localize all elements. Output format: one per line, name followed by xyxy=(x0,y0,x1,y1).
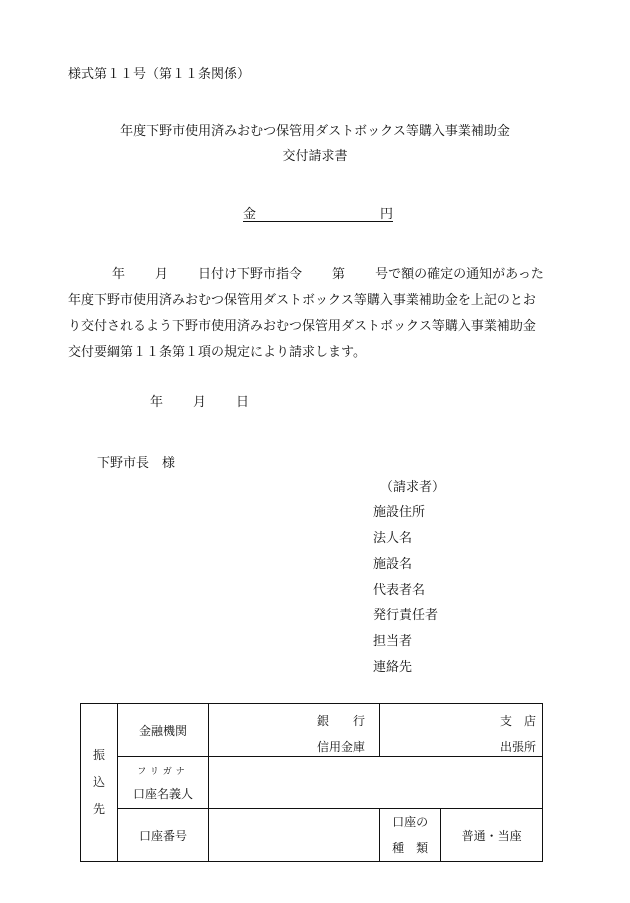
account-holder-label-cell xyxy=(118,757,209,809)
body-year: 年 xyxy=(112,267,126,282)
account-type-value[interactable]: 普通・当座 xyxy=(441,809,543,862)
request-date xyxy=(150,391,249,410)
amount-prefix: 金 xyxy=(243,207,257,222)
body-line-2: 年度下野市使用済みおむつ保管用ダストボックス等購入事業補助金を上記のとお xyxy=(68,293,536,308)
sub-branch-label: 出張所 xyxy=(499,740,536,754)
account-holder-value[interactable] xyxy=(209,757,543,809)
amount-line xyxy=(243,203,393,222)
bank-name-cell xyxy=(209,704,380,757)
form-number: 様式第１１号（第１１条関係） xyxy=(68,67,251,82)
bank-label: 銀 行 xyxy=(316,714,365,728)
body-notification: 号で額の確定の通知があった xyxy=(375,267,544,282)
body-line-3: り交付されるよう下野市使用済みおむつ保管用ダストボックス等購入事業補助金 xyxy=(68,319,536,334)
requester-field: 代表者名 xyxy=(373,583,426,598)
credit-union-label: 信用金庫 xyxy=(316,740,365,754)
account-number-label: 口座番号 xyxy=(118,809,209,862)
requester-field: 施設名 xyxy=(373,557,413,572)
transfer-section-label: 振 込 先 xyxy=(81,704,118,862)
bank-transfer-table xyxy=(80,703,543,862)
requester-heading: （請求者） xyxy=(380,480,446,495)
branch-label: 支 店 xyxy=(499,714,536,728)
requester-field: 担当者 xyxy=(373,634,413,649)
date-year: 年 xyxy=(150,395,164,410)
furigana-label: フリガナ xyxy=(137,766,189,777)
date-month: 月 xyxy=(193,395,207,410)
date-day: 日 xyxy=(236,395,250,410)
title-line-2: 交付請求書 xyxy=(282,149,348,164)
financial-institution-label: 金融機関 xyxy=(118,704,209,757)
requester-field: 法人名 xyxy=(373,531,413,546)
body-month: 月 xyxy=(155,267,169,282)
body-directive: 日付け下野市指令 xyxy=(198,267,303,282)
body-line-1 xyxy=(68,263,544,282)
title-line-1: 年度下野市使用済みおむつ保管用ダストボックス等購入事業補助金 xyxy=(120,124,510,139)
requester-field: 発行責任者 xyxy=(373,608,439,623)
requester-field: 連絡先 xyxy=(373,660,413,675)
branch-cell xyxy=(380,704,543,757)
amount-suffix: 円 xyxy=(379,207,393,222)
requester-field: 施設住所 xyxy=(373,505,426,520)
body-number-prefix: 第 xyxy=(332,267,346,282)
addressee: 下野市長 様 xyxy=(97,456,176,471)
account-type-label: 口座の 種 類 xyxy=(380,809,441,862)
account-number-value[interactable] xyxy=(209,809,380,862)
account-holder-label: 口座名義人 xyxy=(132,786,193,801)
body-line-4: 交付要綱第１１条第１項の規定により請求します。 xyxy=(68,345,366,360)
